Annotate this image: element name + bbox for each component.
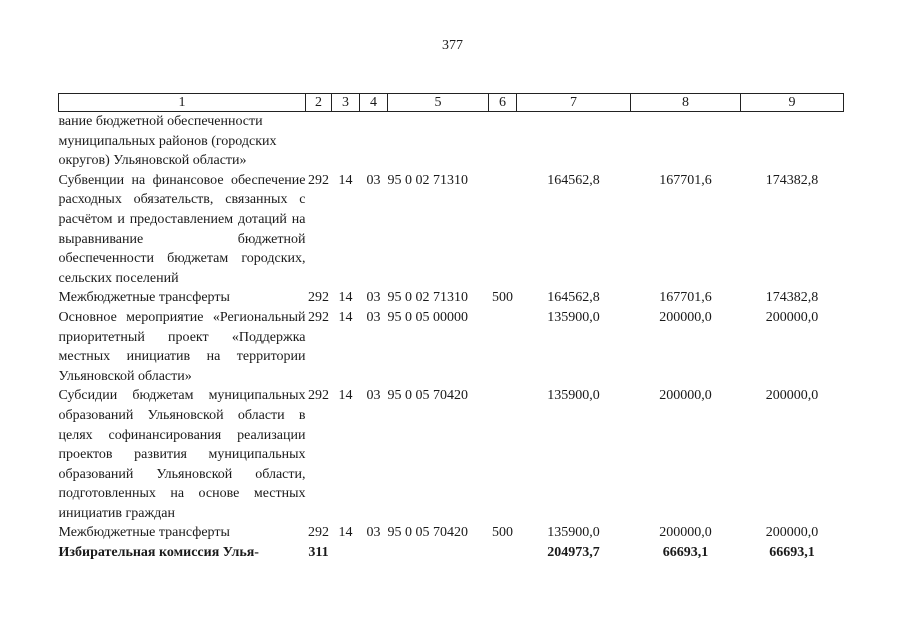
row-target-code: 95 0 02 71310 (387, 172, 468, 188)
row-section: 14 (338, 309, 353, 325)
row-value-col8: 167701,6 (659, 290, 712, 306)
row-type-code: 500 (492, 290, 513, 306)
row-value-col7: 164562,8 (547, 172, 600, 188)
row-admin-code: 292 (308, 388, 329, 404)
header-col-9: 9 (741, 94, 844, 112)
table-row (59, 171, 844, 289)
row-section: 14 (338, 525, 353, 541)
row-subsection (360, 112, 388, 171)
header-col-4: 4 (360, 94, 388, 112)
row-value-col7: 135900,0 (547, 525, 600, 541)
row-value-col8: 167701,6 (659, 172, 712, 188)
row-type-code (489, 386, 517, 523)
row-name: Субсидии бюджетам муниципальных образований Ульяновской области в целях софинансирования реализации проектов развития муниципальных образований Ульяновской области, подготовленных на основе местных инициатив граждан (58, 388, 306, 521)
row-admin-code: 292 (308, 525, 329, 541)
row-name: вание бюджетной обеспеченности муниципальных районов (городских округов) Ульяновской области» (58, 114, 277, 169)
row-type-code (489, 308, 517, 386)
row-subsection: 03 (366, 525, 381, 541)
header-col-5: 5 (388, 94, 489, 112)
table-header-row (59, 94, 844, 112)
row-target-code (388, 112, 489, 171)
row-value-col8 (631, 112, 741, 171)
page-number: 377 (442, 38, 463, 53)
row-name: Основное мероприятие «Региональный приоритетный проект «Поддержка местных инициатив на территории Ульяновской области» (58, 309, 306, 384)
row-value-col8: 200000,0 (659, 388, 712, 404)
row-value-col9: 200000,0 (765, 525, 819, 541)
table-row (59, 523, 844, 543)
table-row (59, 288, 844, 308)
row-type-code: 500 (492, 525, 513, 541)
row-value-col9: 200000,0 (765, 388, 819, 404)
table-row-bold (59, 543, 844, 563)
header-col-3: 3 (332, 94, 360, 112)
row-subsection: 03 (366, 388, 381, 404)
header-col-8: 8 (631, 94, 741, 112)
table-row (59, 112, 844, 171)
row-admin-code: 292 (308, 309, 329, 325)
row-value-col7 (517, 112, 631, 171)
row-section (332, 543, 360, 563)
row-value-col7: 135900,0 (547, 388, 600, 404)
row-name: Межбюджетные трансферты (58, 525, 230, 541)
row-value-col9: 174382,8 (765, 290, 819, 306)
row-admin-code: 311 (308, 545, 329, 561)
table-row (59, 386, 844, 523)
row-value-col7: 164562,8 (547, 290, 600, 306)
row-type-code (489, 543, 517, 563)
row-value-col8: 200000,0 (659, 525, 712, 541)
row-value-col9: 200000,0 (765, 309, 819, 325)
row-target-code: 95 0 05 70420 (387, 525, 468, 541)
row-value-col9: 174382,8 (765, 172, 819, 188)
header-col-1: 1 (59, 94, 306, 112)
row-value-col8: 66693,1 (662, 545, 709, 561)
header-col-6: 6 (489, 94, 517, 112)
row-type-code (489, 112, 517, 171)
row-target-code: 95 0 05 70420 (387, 388, 468, 404)
row-subsection: 03 (366, 309, 381, 325)
row-subsection (360, 543, 388, 563)
row-section (332, 112, 360, 171)
row-value-col9: 66693,1 (769, 545, 815, 561)
row-target-code: 95 0 05 00000 (387, 309, 468, 325)
row-admin-code: 292 (308, 172, 329, 188)
row-value-col7: 204973,7 (547, 545, 600, 561)
row-subsection: 03 (366, 290, 381, 306)
budget-table (58, 93, 844, 563)
row-section: 14 (338, 388, 353, 404)
row-value-col9 (741, 112, 844, 171)
row-value-col7: 135900,0 (547, 309, 600, 325)
row-target-code: 95 0 02 71310 (387, 290, 468, 306)
row-subsection: 03 (366, 172, 381, 188)
row-admin-code (306, 112, 332, 171)
header-col-7: 7 (517, 94, 631, 112)
header-col-2: 2 (306, 94, 332, 112)
row-type-code (489, 171, 517, 289)
row-value-col8: 200000,0 (659, 309, 712, 325)
row-name: Межбюджетные трансферты (58, 290, 230, 306)
row-name: Субвенции на финансовое обеспечение расходных обязательств, связанных с расчётом и предоставлением дотаций на выравнивание бюджетной обеспеченности бюджетам городских, сельских поселений (58, 172, 306, 286)
row-section: 14 (338, 172, 353, 188)
row-admin-code: 292 (308, 290, 329, 306)
row-name: Избирательная комиссия Улья- (58, 545, 259, 561)
row-section: 14 (338, 290, 353, 306)
row-target-code (388, 543, 489, 563)
table-row (59, 308, 844, 386)
table-body (59, 112, 844, 563)
